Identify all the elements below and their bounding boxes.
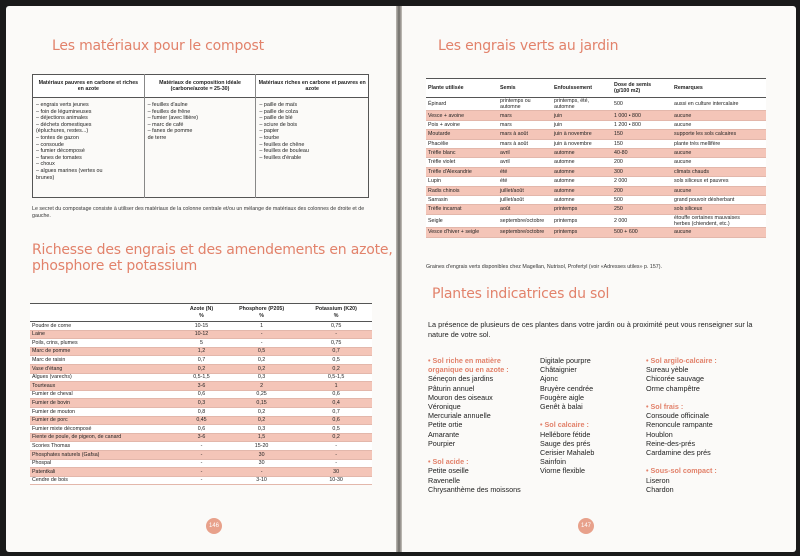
table-cell: printemps, été, automne — [552, 98, 612, 111]
engrais-header-4: Remarques — [672, 79, 766, 98]
table-cell: septembre/octobre — [498, 228, 552, 237]
table-row — [426, 167, 766, 176]
richesse-header-2: Phosphore (P205) % — [223, 304, 300, 322]
table-cell: été — [498, 177, 552, 186]
compost-header-3: Matériaux riches en carbone et pauvres en azote — [256, 75, 369, 98]
compost-col-ideal — [144, 98, 256, 198]
plant-item: Viorne flexible — [540, 466, 586, 476]
table-row — [30, 356, 372, 365]
compost-header-1: Matériaux pauvres en carbone et riches en azote — [33, 75, 145, 98]
table-cell: 150 — [612, 139, 672, 148]
table-cell: 10-30 — [300, 476, 372, 485]
engrais-header-2: Enfouissement — [552, 79, 612, 98]
table-cell: août — [498, 205, 552, 214]
table-cell: - — [300, 450, 372, 459]
table-cell: Fumier de porc — [30, 416, 180, 425]
plant-item: Ravenelle — [428, 475, 460, 485]
table-cell: 0,5 — [300, 425, 372, 434]
plant-item — [646, 393, 717, 402]
plant-item: Chicorée sauvage — [646, 374, 704, 384]
table-cell: 0,3 — [223, 373, 300, 382]
table-row — [30, 425, 372, 434]
table-cell: - — [180, 459, 223, 468]
table-row — [426, 111, 766, 120]
compost-col-high-carbon — [256, 98, 369, 198]
plant-item: Mercuriale annuelle — [428, 411, 491, 421]
plant-item: Houblon — [646, 429, 673, 439]
table-cell: 5 — [180, 339, 223, 348]
table-cell: 0,3 — [223, 425, 300, 434]
table-cell: 300 — [612, 167, 672, 176]
plant-item: Pâturin annuel — [428, 383, 475, 393]
table-row — [426, 186, 766, 195]
table-cell: 1 — [300, 382, 372, 391]
plant-section-heading: • Sol argilo-calcaire : — [646, 356, 717, 365]
engrais-note: Graines d'engrais verts disponibles chez Magellan, Nutrisol, Profertyl (voir «Adresses utiles» p. 157). — [426, 264, 662, 270]
table-cell: - — [223, 468, 300, 477]
table-row — [30, 390, 372, 399]
table-cell: - — [300, 330, 372, 339]
table-cell: 2 — [223, 382, 300, 391]
table-row — [30, 450, 372, 459]
table-cell: mars à août — [498, 130, 552, 139]
table-row — [426, 98, 766, 111]
table-row — [426, 139, 766, 148]
compost-item: – tontes de gazon — [36, 134, 79, 141]
table-cell: 250 — [612, 205, 672, 214]
compost-item: – feuilles de chêne — [259, 141, 305, 148]
plant-item: Orme champêtre — [646, 383, 700, 393]
table-cell: printemps ou automne — [498, 98, 552, 111]
table-cell: 0,3 — [180, 399, 223, 408]
richesse-header-0 — [30, 304, 180, 322]
table-cell: automne — [552, 158, 612, 167]
table-cell: Fumier mixte décomposé — [30, 425, 180, 434]
table-cell: supporte les sols calcaires — [672, 130, 766, 139]
compost-item: – feuilles de bouleau — [259, 148, 309, 155]
table-row — [426, 214, 766, 227]
table-row — [426, 177, 766, 186]
table-row — [30, 364, 372, 373]
table-cell: 500 — [612, 98, 672, 111]
plant-item — [428, 448, 521, 457]
table-row — [30, 322, 372, 331]
plant-item: Chrysanthème des moissons — [428, 484, 521, 494]
plant-item: Amarante — [428, 429, 460, 439]
plant-item: Cerisier Mahaleb — [540, 448, 595, 458]
richesse-header-3: Potassium (K20) % — [300, 304, 372, 322]
table-cell: 1,5 — [223, 433, 300, 442]
plant-item: Séneçon des jardins — [428, 374, 494, 384]
table-cell: avril — [498, 158, 552, 167]
compost-col-low-carbon — [33, 98, 145, 198]
table-cell: 1 — [223, 322, 300, 331]
plant-item: Sauge des prés — [540, 438, 591, 448]
page-number-right: 147 — [578, 518, 594, 534]
table-cell: climats chauds — [672, 167, 766, 176]
table-cell: 0,6 — [180, 425, 223, 434]
compost-item: – paille de colza — [259, 108, 299, 115]
plant-column-3 — [646, 356, 717, 494]
compost-title: Les matériaux pour le compost — [52, 38, 264, 54]
table-cell: printemps — [552, 228, 612, 237]
table-row — [426, 120, 766, 129]
table-cell: 0,7 — [180, 356, 223, 365]
table-cell: Laine — [30, 330, 180, 339]
table-cell: 1,2 — [180, 347, 223, 356]
plant-item: Mouron des oiseaux — [428, 392, 493, 402]
plant-column-1 — [428, 356, 521, 494]
plant-item: Consoude officinale — [646, 411, 710, 421]
compost-item: – choux — [36, 161, 55, 168]
left-page — [6, 6, 396, 552]
plant-item: Sainfoin — [540, 457, 566, 467]
table-cell: 3-6 — [180, 433, 223, 442]
plantes-title: Plantes indicatrices du sol — [432, 286, 610, 302]
table-row — [30, 442, 372, 451]
table-cell: 0,75 — [300, 322, 372, 331]
plant-item: Hellébore fétide — [540, 429, 591, 439]
richesse-table — [30, 303, 372, 485]
table-cell: Vase d'étang — [30, 364, 180, 373]
table-cell: 3-6 — [180, 382, 223, 391]
table-cell: 0,25 — [223, 390, 300, 399]
plant-item: Véronique — [428, 402, 461, 412]
table-cell: 10-12 — [180, 330, 223, 339]
table-cell: 0,75 — [300, 339, 372, 348]
table-cell: 500 — [612, 195, 672, 204]
table-cell: automne — [552, 148, 612, 157]
plant-item — [540, 411, 594, 420]
table-cell: 40-80 — [612, 148, 672, 157]
table-cell: Vesce d'hiver + seigle — [426, 228, 498, 237]
table-cell: 1 000 • 800 — [612, 111, 672, 120]
table-cell: plante très mellifère — [672, 139, 766, 148]
plant-section-heading: organique ou en azote : — [428, 365, 509, 375]
table-cell: - — [223, 339, 300, 348]
table-cell: 0,5-1,5 — [180, 373, 223, 382]
plant-section-heading: • Sol calcaire : — [540, 420, 589, 430]
compost-item: (épluchures, restes...) — [36, 128, 89, 135]
table-cell: Patentkali — [30, 468, 180, 477]
table-cell: Vesce + avoine — [426, 111, 498, 120]
table-row — [30, 476, 372, 485]
compost-item: – marc de café — [147, 121, 184, 128]
table-cell: 0,7 — [300, 347, 372, 356]
table-cell: Trèfle incarnat — [426, 205, 498, 214]
table-cell: - — [180, 450, 223, 459]
table-cell: Radis chinois — [426, 186, 498, 195]
plantes-intro: La présence de plusieurs de ces plantes dans votre jardin ou à proximité peut vous renseigner sur la nature de votre sol. — [428, 320, 753, 339]
plant-item: Sureau yèble — [646, 365, 689, 375]
table-cell: Marc de raisin — [30, 356, 180, 365]
table-cell: 2 000 — [612, 214, 672, 227]
table-cell: 0,2 — [223, 356, 300, 365]
table-cell: 0,7 — [300, 407, 372, 416]
table-row — [30, 433, 372, 442]
table-cell: printemps — [552, 205, 612, 214]
table-cell: - — [223, 330, 300, 339]
plant-item: Digitale pourpre — [540, 356, 591, 365]
table-cell: 0,6 — [300, 416, 372, 425]
compost-item: – fanes de tomates — [36, 154, 82, 161]
table-cell: Trèfle d'Alexandrie — [426, 167, 498, 176]
table-cell: printemps — [552, 214, 612, 227]
table-cell: automne — [552, 177, 612, 186]
table-cell: 15-20 — [223, 442, 300, 451]
page-number-left: 146 — [206, 518, 222, 534]
table-cell: Trèfle violet — [426, 158, 498, 167]
compost-item: – foin de légumineuses — [36, 108, 92, 115]
table-cell: juin à novembre — [552, 139, 612, 148]
table-row — [30, 330, 372, 339]
table-cell: Tourteaux — [30, 382, 180, 391]
table-cell: aucune — [672, 228, 766, 237]
table-cell: 0,15 — [223, 399, 300, 408]
engrais-header-3: Dose de semis (g/100 m2) — [612, 79, 672, 98]
table-cell: 0,5 — [223, 347, 300, 356]
table-row — [30, 468, 372, 477]
table-cell: 0,2 — [300, 364, 372, 373]
table-row — [30, 416, 372, 425]
table-row — [426, 148, 766, 157]
table-cell: juin à novembre — [552, 130, 612, 139]
table-cell: Fumier de mouton — [30, 407, 180, 416]
table-cell: 0,2 — [223, 364, 300, 373]
compost-item: – engrais verts jeunes — [36, 102, 89, 108]
table-cell: 150 — [612, 130, 672, 139]
table-cell: aucune — [672, 111, 766, 120]
table-cell: 0,4 — [300, 399, 372, 408]
engrais-verts-title: Les engrais verts au jardin — [438, 38, 619, 54]
compost-item: – fumier (avec litière) — [147, 115, 198, 122]
table-cell: Cendre de bois — [30, 476, 180, 485]
table-cell: juin — [552, 111, 612, 120]
table-row — [30, 459, 372, 468]
compost-item: – fumier décomposé — [36, 148, 85, 155]
table-cell: 3-10 — [223, 476, 300, 485]
table-cell: 0,5 — [300, 356, 372, 365]
engrais-header-0: Plante utilisée — [426, 79, 498, 98]
table-cell: avril — [498, 148, 552, 157]
plant-item: Châtaignier — [540, 365, 577, 375]
plant-item — [646, 457, 717, 466]
table-cell: Scories Thomas — [30, 442, 180, 451]
plant-item: Genêt à balai — [540, 402, 583, 412]
table-row — [30, 347, 372, 356]
table-cell: aucune — [672, 120, 766, 129]
table-cell: - — [300, 442, 372, 451]
table-cell: automne — [552, 167, 612, 176]
table-cell: juillet/août — [498, 195, 552, 204]
compost-header-2: Matériaux de composition idéale (carbone/azote = 25-30) — [144, 75, 256, 98]
compost-item: – feuilles de frêne — [147, 108, 191, 115]
compost-item: – paille de maïs — [259, 102, 298, 108]
table-cell: - — [180, 468, 223, 477]
table-cell: aussi en culture intercalaire — [672, 98, 766, 111]
table-cell: Marc de pomme — [30, 347, 180, 356]
table-cell: mars à août — [498, 139, 552, 148]
table-cell: 0,6 — [300, 390, 372, 399]
plant-item: Pourpier — [428, 438, 456, 448]
compost-item: – paille de blé — [259, 115, 293, 122]
richesse-title-line2: phosphore et potassium — [32, 258, 198, 274]
compost-item: – fanes de pomme — [147, 128, 193, 135]
plant-item: Bruyère cendrée — [540, 383, 594, 393]
table-cell: Seigle — [426, 214, 498, 227]
table-cell: Phosphates naturels (Gafsa) — [30, 450, 180, 459]
table-cell: grand pouvoir désherbant — [672, 195, 766, 204]
table-cell: Fiente de poule, de pigeon, de canard — [30, 433, 180, 442]
plant-item: Renoncule rampante — [646, 420, 713, 430]
compost-item: – algues marines (vertes ou — [36, 167, 103, 174]
table-cell: automne — [552, 195, 612, 204]
table-cell: 0,2 — [223, 407, 300, 416]
plant-item: Chardon — [646, 484, 674, 494]
table-row — [426, 130, 766, 139]
table-row — [426, 158, 766, 167]
table-cell: Phacélie — [426, 139, 498, 148]
richesse-title-line1: Richesse des engrais et des amendements en azote, — [32, 242, 393, 258]
table-cell: Sarrasin — [426, 195, 498, 204]
right-page — [402, 6, 796, 552]
table-cell: - — [180, 442, 223, 451]
table-cell: 200 — [612, 158, 672, 167]
table-cell: 30 — [300, 468, 372, 477]
table-cell: 0,2 — [180, 364, 223, 373]
plant-section-heading: • Sous-sol compact : — [646, 466, 717, 476]
plant-item: Reine-des-prés — [646, 438, 696, 448]
table-cell: - — [180, 476, 223, 485]
table-row — [426, 195, 766, 204]
table-cell: aucune — [672, 186, 766, 195]
table-cell: mars — [498, 120, 552, 129]
table-cell: - — [300, 459, 372, 468]
table-cell: Trèfle blanc — [426, 148, 498, 157]
table-row — [30, 339, 372, 348]
table-cell: juillet/août — [498, 186, 552, 195]
plant-item: Fougère aigle — [540, 392, 584, 402]
table-cell: Lupin — [426, 177, 498, 186]
table-cell: juin — [552, 120, 612, 129]
compost-item: – consoude — [36, 141, 64, 148]
plant-section-heading: • Sol frais : — [646, 402, 684, 411]
table-cell: 0,2 — [223, 416, 300, 425]
compost-table — [32, 74, 369, 198]
compost-item: de terre — [147, 134, 167, 141]
table-cell: été — [498, 167, 552, 176]
table-cell: 0,5-1,5 — [300, 373, 372, 382]
plant-item: Petite oseille — [428, 466, 469, 476]
table-row — [30, 407, 372, 416]
compost-item: – papier — [259, 128, 279, 135]
plant-section-heading: • Sol riche en matière — [428, 356, 501, 365]
compost-item: – feuilles d'érable — [259, 154, 302, 161]
table-cell: mars — [498, 111, 552, 120]
table-cell: Poudre de corne — [30, 322, 180, 331]
table-cell: Fumier de bovin — [30, 399, 180, 408]
table-cell: 0,6 — [180, 390, 223, 399]
table-row — [426, 205, 766, 214]
plant-item: Ajonc — [540, 374, 558, 384]
table-cell: septembre/octobre — [498, 214, 552, 227]
table-cell: automne — [552, 186, 612, 195]
plant-column-2 — [540, 356, 594, 476]
table-cell: 10-15 — [180, 322, 223, 331]
compost-note: Le secret du compostage consiste à utiliser des matériaux de la colonne centrale et/ou un mélange de matériaux des colonnes de droite et de gauche. — [32, 206, 365, 219]
table-cell: 30 — [223, 459, 300, 468]
table-row — [30, 382, 372, 391]
table-cell: Fumier de cheval — [30, 390, 180, 399]
table-cell: aucune — [672, 148, 766, 157]
plant-item: Liseron — [646, 475, 670, 485]
compost-item: – déjections animales — [36, 115, 88, 122]
plant-item: Cardamine des prés — [646, 448, 711, 458]
table-cell: 500 + 600 — [612, 228, 672, 237]
table-cell: Pois + avoine — [426, 120, 498, 129]
table-cell: Épinard — [426, 98, 498, 111]
table-cell: 0,45 — [180, 416, 223, 425]
table-cell: 200 — [612, 186, 672, 195]
table-cell: Algues (varechs) — [30, 373, 180, 382]
plant-section-heading: • Sol acide : — [428, 457, 469, 467]
table-cell: 0,2 — [300, 433, 372, 442]
compost-item: – sciure de bois — [259, 121, 298, 128]
table-cell: étouffe certaines mauvaises herbes (chiendent, etc.) — [672, 214, 766, 227]
table-cell: Moutarde — [426, 130, 498, 139]
table-cell: 1 200 • 800 — [612, 120, 672, 129]
table-row — [426, 228, 766, 237]
table-cell: Phospal — [30, 459, 180, 468]
table-cell: sols siliceux et pauvres — [672, 177, 766, 186]
plant-item: Petite ortie — [428, 420, 463, 430]
compost-item: – feuilles d'aulne — [147, 102, 188, 108]
table-cell: Poils, crins, plumes — [30, 339, 180, 348]
compost-item: – tourbe — [259, 134, 280, 141]
table-row — [30, 373, 372, 382]
table-row — [30, 399, 372, 408]
table-cell: 2 000 — [612, 177, 672, 186]
richesse-header-1: Azote (N) % — [180, 304, 223, 322]
compost-item: – déchets domestiques — [36, 121, 92, 128]
engrais-verts-table — [426, 78, 766, 238]
table-cell: sols siliceux — [672, 205, 766, 214]
compost-item: brunes) — [36, 174, 55, 181]
engrais-header-1: Semis — [498, 79, 552, 98]
table-cell: 0,8 — [180, 407, 223, 416]
table-cell: aucune — [672, 158, 766, 167]
table-cell: 30 — [223, 450, 300, 459]
